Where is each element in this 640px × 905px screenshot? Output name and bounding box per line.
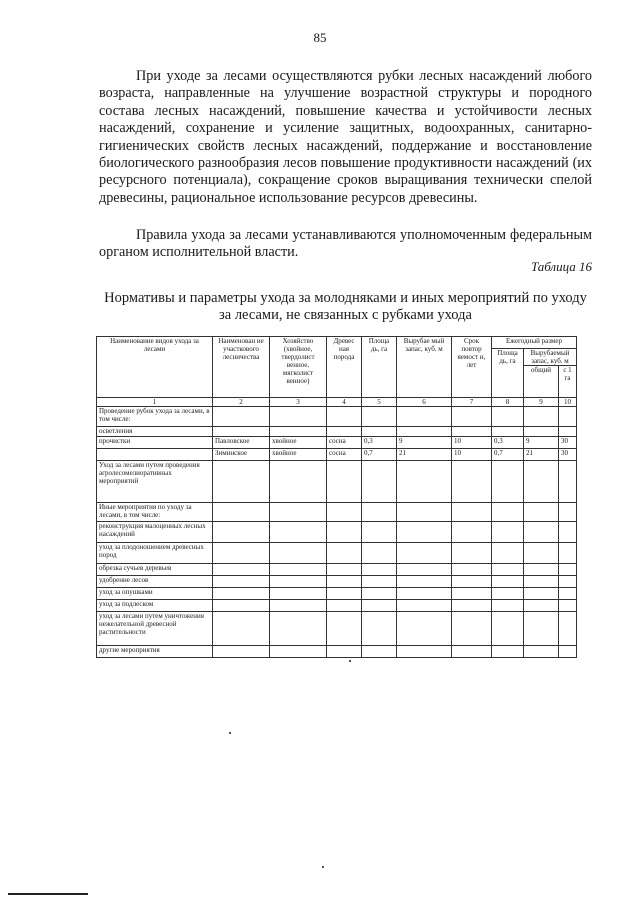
column-number-row [97, 398, 577, 407]
header-row [97, 337, 577, 349]
row-label: уход за лесами путем уничтожения нежелательной древесной растительности [97, 612, 213, 646]
cell-annual-area: 0,7 [492, 449, 524, 461]
table-row [97, 407, 577, 427]
table-row [97, 522, 577, 543]
header-period: Срок повтор яемост и, лет [452, 337, 492, 398]
col-number: 4 [327, 398, 362, 407]
table-row [97, 437, 577, 449]
header-annual: Ежегодный размер [492, 337, 577, 349]
table-row [97, 600, 577, 612]
header-section: Хозяйство (хвойное, твердолист венное, мягколист венное) [270, 337, 327, 398]
row-label: уход за подлеском [97, 600, 213, 612]
col-number: 9 [524, 398, 559, 407]
col-number: 10 [559, 398, 577, 407]
table-row [97, 427, 577, 437]
cell-species: сосна [327, 449, 362, 461]
table-row [97, 449, 577, 461]
header-per-ha: с 1 га [559, 366, 577, 398]
header-annual-area: Площа дь, га [492, 349, 524, 398]
cell-section: хвойное [270, 449, 327, 461]
cell-annual-per-ha: 30 [559, 437, 577, 449]
table-row [97, 564, 577, 576]
cell-annual-area: 0,3 [492, 437, 524, 449]
scan-speck [349, 660, 351, 662]
row-label: другие мероприятия [97, 646, 213, 658]
table-row [97, 576, 577, 588]
scan-speck [322, 866, 324, 868]
cell-annual-total: 21 [524, 449, 559, 461]
table-label: Таблица 16 [530, 259, 592, 274]
footer-rule [8, 893, 88, 895]
table-row [97, 461, 577, 503]
cell-section: хвойное [270, 437, 327, 449]
col-number: 8 [492, 398, 524, 407]
cell-period: 10 [452, 437, 492, 449]
table-row [97, 588, 577, 600]
col-number: 7 [452, 398, 492, 407]
table-title: Нормативы и параметры ухода за молодняками и иных мероприятий по уходу за лесами, не связанных с рубками ухода [104, 290, 587, 323]
table-row [97, 646, 577, 658]
page-number: 85 [313, 30, 327, 45]
col-number: 5 [362, 398, 397, 407]
cell-stock: 9 [397, 437, 452, 449]
col-number: 3 [270, 398, 327, 407]
table-row [97, 503, 577, 522]
cell-period: 10 [452, 449, 492, 461]
paragraph-care-rules: Правила ухода за лесами устанавливаются уполномоченным федеральным органом исполнительной власти. [99, 227, 592, 261]
cell-species: сосна [327, 437, 362, 449]
row-label: уход за опушками [97, 588, 213, 600]
cell-forestry: Павловское [213, 437, 270, 449]
row-label [97, 449, 213, 461]
row-label: прочистки [97, 437, 213, 449]
cell-area: 0,7 [362, 449, 397, 461]
row-label: Проведение рубок ухода за лесами, в том числе: [97, 407, 213, 427]
header-annual-stock: Вырубаемый запас, куб. м [524, 349, 577, 366]
header-species: Древес ная порода [327, 337, 362, 398]
col-number: 2 [213, 398, 270, 407]
col-number: 1 [97, 398, 213, 407]
cell-annual-per-ha: 30 [559, 449, 577, 461]
row-label: реконструкция малоценных лесных насаждений [97, 522, 213, 543]
header-stock: Вырубае мый запас, куб. м [397, 337, 452, 398]
scan-speck [229, 732, 231, 734]
row-label: уход за плодоношением древесных пород [97, 543, 213, 564]
cell-area: 0,3 [362, 437, 397, 449]
row-label: удобрение лесов [97, 576, 213, 588]
row-label: Уход за лесами путем проведения агролесомелиоративных мероприятий [97, 461, 213, 503]
header-area: Площа дь, га [362, 337, 397, 398]
row-label: обрезка сучьев деревьев [97, 564, 213, 576]
cell-stock: 21 [397, 449, 452, 461]
row-label: осветления [97, 427, 213, 437]
row-label: Иные мероприятия по уходу за лесами, в том числе: [97, 503, 213, 522]
table-row [97, 612, 577, 646]
table-row [97, 543, 577, 564]
header-activity: Наименование видов ухода за лесами [97, 337, 213, 398]
cell-annual-total: 9 [524, 437, 559, 449]
cell-forestry: Зиминское [213, 449, 270, 461]
header-total: общий [524, 366, 559, 398]
norms-table [96, 336, 577, 658]
paragraph-forest-care: При уходе за лесами осуществляются рубки лесных насаждений любого возраста, направленные на улучшение возрастной структуры и породного состава лесных насаждений, повышение качества и устойчивости лесных насаждений, сохранение и усиление защитных, водоохранных, санитарно-гигиенических свойств лесных насаждений, поддержание и восстановление биологического разнообразия лесов повышение продуктивности насаждений (их ресурсного потенциала), сокращение сроков выращивания технически спелой древесины, рациональное использование ресурсов древесины. [99, 68, 592, 206]
col-number: 6 [397, 398, 452, 407]
header-forestry: Наименован ие участкового лесничества [213, 337, 270, 398]
